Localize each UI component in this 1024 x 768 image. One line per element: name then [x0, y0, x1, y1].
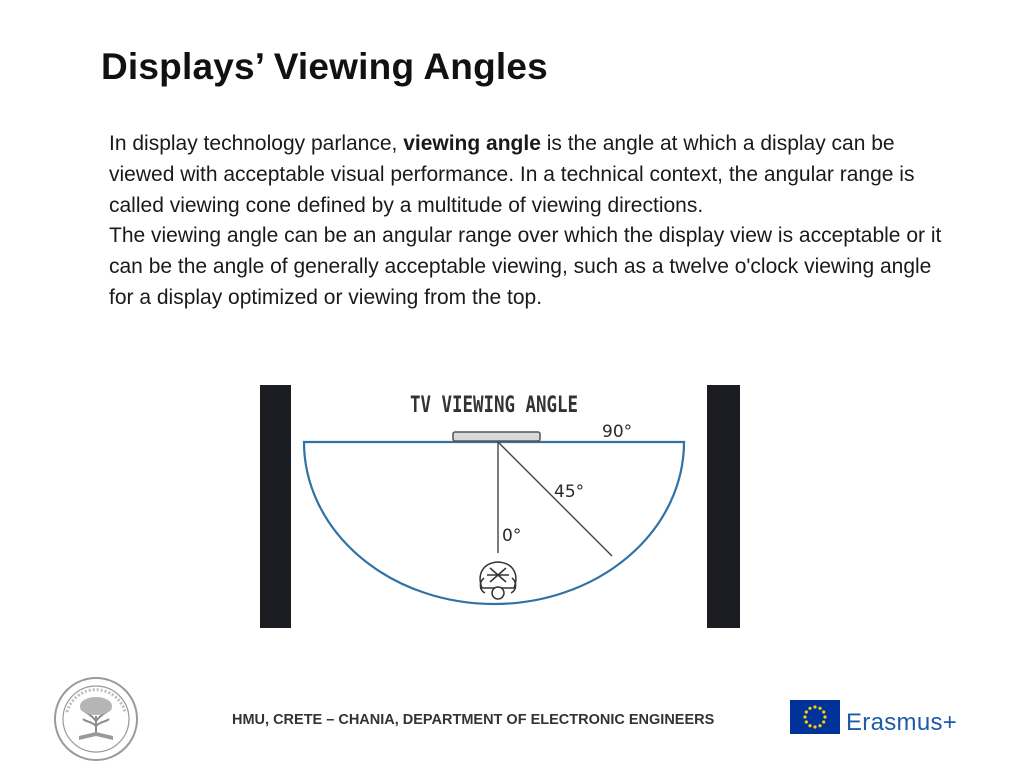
erasmus-label: Erasmus+ — [846, 709, 958, 736]
label-45-degrees: 45° — [554, 482, 585, 502]
paragraph-definition-start: In display technology parlance, — [109, 132, 404, 155]
university-seal-logo — [53, 676, 139, 762]
slide-title: Displays’ Viewing Angles — [101, 46, 548, 87]
erasmus-plus-logo — [790, 700, 962, 740]
paragraph-definition-end: is the angle at which a display can be viewed with acceptable visual performance. In a technical context, the angular range is called viewing cone defined by a multitude of viewing directions. — [109, 132, 915, 217]
right-side-bar — [707, 385, 740, 628]
diagram-title: TV VIEWING ANGLE — [410, 393, 578, 418]
paragraph-angular-range: The viewing angle can be an angular range over which the display view is acceptable or it can be the angle of generally acceptable viewing, such as a twelve o'clock viewing angle for a display optimized or viewing from the top. — [109, 224, 942, 309]
label-90-degrees: 90° — [602, 422, 633, 442]
eu-flag-icon — [790, 700, 840, 734]
footer-department-text: HMU, CRETE – CHANIA, DEPARTMENT OF ELECTRONIC ENGINEERS — [232, 712, 715, 728]
left-side-bar — [260, 385, 291, 628]
label-0-degrees: 0° — [502, 526, 522, 546]
term-viewing-angle: viewing angle — [403, 132, 541, 155]
viewer-icon — [480, 562, 516, 599]
paragraph-definition — [109, 129, 959, 221]
tv-screen — [453, 432, 540, 441]
body-text — [109, 129, 959, 314]
tv-viewing-angle-diagram — [260, 385, 740, 628]
